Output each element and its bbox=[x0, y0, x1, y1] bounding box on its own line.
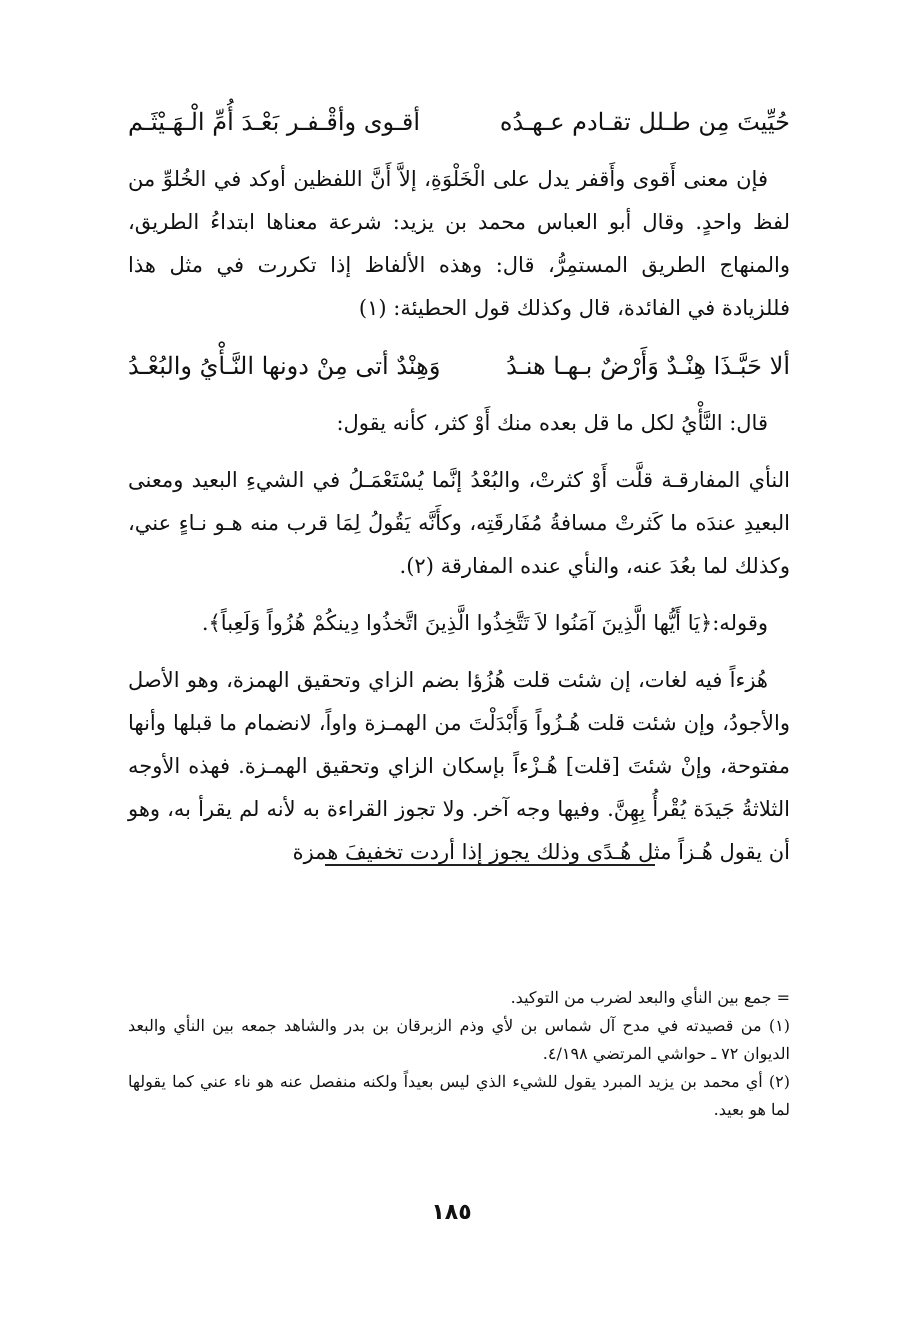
footnote-separator bbox=[325, 864, 655, 866]
paragraph-2: قال: النَّأْيُ لكل ما قل بعده منك أَوْ كثر، كأنه يقول: bbox=[336, 411, 768, 435]
verse-1-hemistich-right: حُيِّيتَ مِن طـلل تقـادم عـهـدُه bbox=[499, 108, 790, 136]
footnote-1: (١) من قصيدته في مدح آل شماس بن لأي وذم الزبرقان بن بدر والشاهد جمعه بين النأي والبعد الديوان ٧٢ ـ حواشي المرتضي ٤/١٩٨. bbox=[128, 1016, 790, 1063]
verse-2-hemistich-left: وَهِنْدٌ أتى مِنْ دونها النَّـأْيُ والبُعْـدُ bbox=[128, 352, 441, 380]
footnote-continuation: = جمع بين النأي والبعد لضرب من التوكيد. bbox=[510, 988, 790, 1007]
verse-1-hemistich-left: أقـوى وأقْـفـر بَعْـدَ أُمِّ الْـهَـيْثَـم bbox=[128, 108, 421, 136]
verse-2-hemistich-right: ألا حَبَّـذَا هِنْـدٌ وَأَرْضٌ بـهـا هنـدُ bbox=[506, 352, 790, 380]
paragraph-4: وقوله:﴿يَا أَيُّها الَّذِينَ آمَنُوا لاَ تَتَّخِذُوا الَّذِينَ اتَّخذُوا دِينكُمْ هُزُواً وَلَعِباً﴾. bbox=[201, 611, 768, 635]
verse-1 bbox=[128, 100, 790, 144]
paragraph-5: هُزءاً فيه لغات، إن شئت قلت هُزُؤا بضم الزاي وتحقيق الهمزة، وهو الأصل والأجودُ، وإن شئت قلت هُـزُواً وَأَبْدَلْتَ من الهمـزة واواً، لانضمام ما قبلها وأنها مفتوحة، وإنْ شئتَ [قلت] هُـزْءاً بإسكان الزاي وتحقيق الهمـزة. فهذه الأوجه الثلاثةُ جَيدَة يُقْرأُ بِهِنَّ. وفيها وجه آخر. ولا تجوز القراءة به لأنه لم يقرأ به، وهو أن يقول هُـزاً مثل هُـدًى وذلك يجوز إذا أردت تخفيفَ همزة bbox=[128, 668, 790, 864]
page-body bbox=[128, 100, 790, 874]
paragraph-3: النأي المفارقـة قلَّت أَوْ كثرتْ، والبُعْدُ إنَّما يُسْتَعْمَـلُ في الشيءِ البعيد ومعنى البعيدِ عندَه ما كَثرتْ مسافةُ مُفَارقَتِه، وكأَنَّه يَقُولُ لِمَا قرب منه هـو نـاءٍ عني، وكذلك لما بعُدَ عنه، والنأي عنده المفارقة (٢). bbox=[128, 468, 790, 578]
verse-2 bbox=[128, 344, 790, 388]
footnotes bbox=[128, 984, 790, 1124]
paragraph-1: فإن معنى أَقوى وأَقفر يدل على الْخَلْوَةِ، إلاَّ أَنَّ اللفظين أوكد في الخُلوِّ من لفظ واحدٍ. وقال أبو العباس محمد بن يزيد: شرعة معناها ابتداءُ الطريق، والمنهاج الطريق المستمِرُّ، قال: وهذه الألفاظ إذا تكررت في مثل هذا فللزيادة في الفائدة، قال وكذلك قول الحطيئة: (١) bbox=[128, 167, 790, 320]
page-number: ١٨٥ bbox=[431, 1200, 472, 1225]
footnote-2: (٢) أي محمد بن يزيد المبرد يقول للشيء الذي ليس بعيداً ولكنه منفصل عنه هو ناء عني كما يقولها لما هو بعيد. bbox=[128, 1072, 790, 1119]
